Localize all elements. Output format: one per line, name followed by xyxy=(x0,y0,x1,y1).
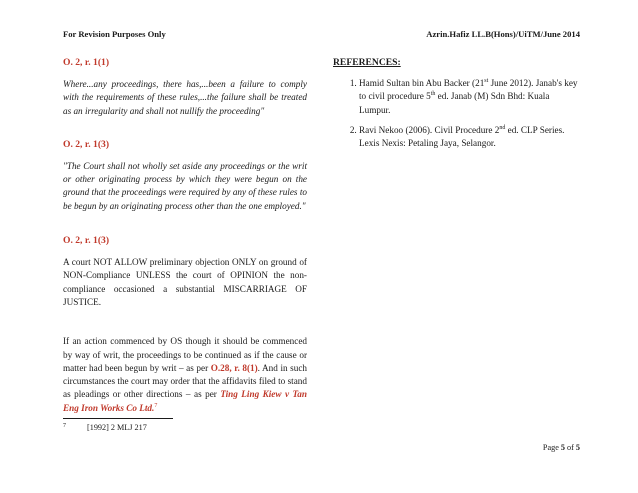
footnote-reference: 7 xyxy=(154,402,158,409)
section-text-3: A court NOT ALLOW preliminary objection ONLY on ground of NON-Compliance UNLESS the court of OPINION the non-compliance occasioned a substantial MISCARRIAGE OF JUSTICE. xyxy=(63,257,307,307)
reference-item: 2. Ravi Nekoo (2006). Civil Procedure 2nd ed. CLP Series. Lexis Nexis: Petaling Jaya, Selangor. xyxy=(359,124,581,151)
footnote-number: 7 xyxy=(63,423,66,429)
section-text-2: "The Court shall not wholly set aside any proceedings or the writ or other originating process by which they were begun on the ground that the proceedings were required by any of these rules to be begun by an originating process other than the one employed." xyxy=(63,160,307,211)
section-text-4 xyxy=(63,335,307,415)
left-column xyxy=(63,57,307,415)
footnote-text: [1992] 2 MLJ 217 xyxy=(87,423,147,432)
section-heading-1: O. 2, r. 1(1) xyxy=(63,57,110,68)
section-heading-2: O. 2, r. 1(3) xyxy=(63,138,110,150)
page-number: Page 5 of 5 xyxy=(542,443,580,452)
section-text-4-a: If an action commenced by OS though it should be commenced by way of writ, the proceedings to be continued as if the cause or matter had been begun by writ – as per xyxy=(63,336,307,373)
section-text-1: Where...any proceedings, there has,...been a failure to comply with the requirements of these rules,...the failure shall be treated as an irregularity and shall not nullify the proceeding" xyxy=(63,79,307,116)
references-list xyxy=(333,77,581,150)
header-left: For Revision Purposes Only xyxy=(63,29,166,39)
section-heading-3: O. 2, r. 1(3) xyxy=(63,235,110,247)
footnote xyxy=(63,423,147,432)
reference-item: 1. Hamid Sultan bin Abu Backer (21st June 2012). Janab's key to civil procedure 5th ed. Janab (M) Sdn Bhd: Kuala Lumpur. xyxy=(359,77,581,117)
case-citation: Ting Ling Kiew v Tan Eng Iron Works Co Ltd. xyxy=(63,389,307,413)
header-right: Azrin.Hafiz LL.B(Hons)/UiTM/June 2014 xyxy=(426,29,580,39)
footnote-divider xyxy=(63,418,173,419)
references-title: REFERENCES: xyxy=(333,57,401,68)
rule-citation: O.28, r. 8(1) xyxy=(210,362,258,373)
right-column xyxy=(333,57,581,157)
section-text-4-b: . And in such circumstances the court may order that the affidavits filed to stand as pleadings or other directions – as per xyxy=(63,362,308,400)
